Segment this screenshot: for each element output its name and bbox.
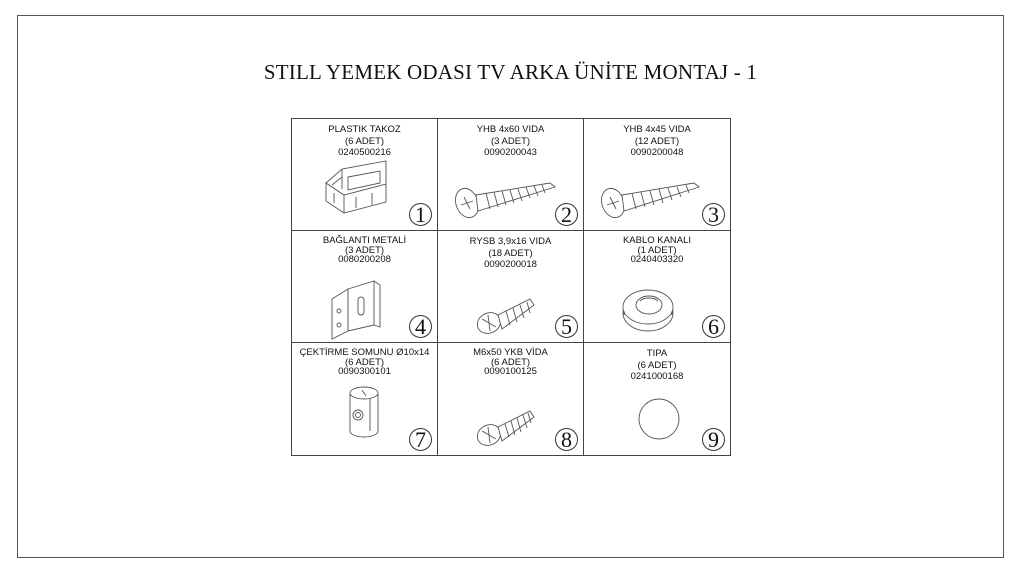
part-code: 0090200018 <box>484 259 537 270</box>
part-qty: (6 ADET) <box>344 356 385 368</box>
part-code: 0090200048 <box>630 147 684 158</box>
part-cell-3 <box>584 119 730 231</box>
part-number-badge: 7 <box>409 428 432 451</box>
part-name: RYSB 3,9x16 VIDA <box>469 236 552 247</box>
part-qty: (3 ADET) <box>490 135 531 147</box>
page-title: STILL YEMEK ODASI TV ARKA ÜNİTE MONTAJ - 1 <box>263 60 758 84</box>
part-number-badge: 5 <box>555 315 578 338</box>
part-code: 0080200208 <box>338 254 391 265</box>
part-name: KABLO KANALI <box>622 235 692 246</box>
part-qty: (6 ADET) <box>637 359 677 371</box>
part-qty: (12 ADET) <box>634 135 680 147</box>
part-number-badge: 3 <box>702 203 725 226</box>
part-name: BAĞLANTI METALİ <box>322 235 407 246</box>
part-cell-5 <box>438 231 584 343</box>
part-qty: (3 ADET) <box>344 244 385 256</box>
part-qty: (18 ADET) <box>488 247 533 259</box>
part-code: 0241000168 <box>630 371 684 382</box>
part-number-badge: 6 <box>702 315 725 338</box>
part-code: 0090200043 <box>484 147 537 158</box>
part-cell-7 <box>292 343 438 455</box>
part-number-badge: 8 <box>555 428 578 451</box>
part-qty: (6 ADET) <box>490 356 531 368</box>
part-cell-4 <box>292 231 438 343</box>
part-code: 0240403320 <box>630 254 684 265</box>
part-code: 0090100125 <box>484 366 537 377</box>
part-number-badge: 1 <box>409 203 432 226</box>
part-number-badge: 2 <box>555 203 578 226</box>
part-name: ÇEKTİRME SOMUNU Ø10x14 <box>299 347 430 358</box>
part-qty: (6 ADET) <box>344 135 385 147</box>
part-name: YHB 4x60 VIDA <box>476 124 545 135</box>
part-name: YHB 4x45 VIDA <box>623 124 691 135</box>
part-name: TIPA <box>646 348 668 359</box>
part-number-badge: 9 <box>702 428 725 451</box>
part-cell-1 <box>292 119 438 231</box>
parts-table <box>291 118 731 456</box>
part-name: M6x50 YKB VİDA <box>473 347 548 358</box>
part-cell-6 <box>584 231 730 343</box>
part-name: PLASTIK TAKOZ <box>328 124 401 135</box>
part-code: 0240500216 <box>338 147 391 158</box>
part-cell-8 <box>438 343 584 455</box>
part-cell-2 <box>438 119 584 231</box>
part-code: 0090300101 <box>338 366 391 377</box>
part-cell-9 <box>584 343 730 455</box>
part-number-badge: 4 <box>409 315 432 338</box>
part-qty: (1 ADET) <box>637 244 677 256</box>
